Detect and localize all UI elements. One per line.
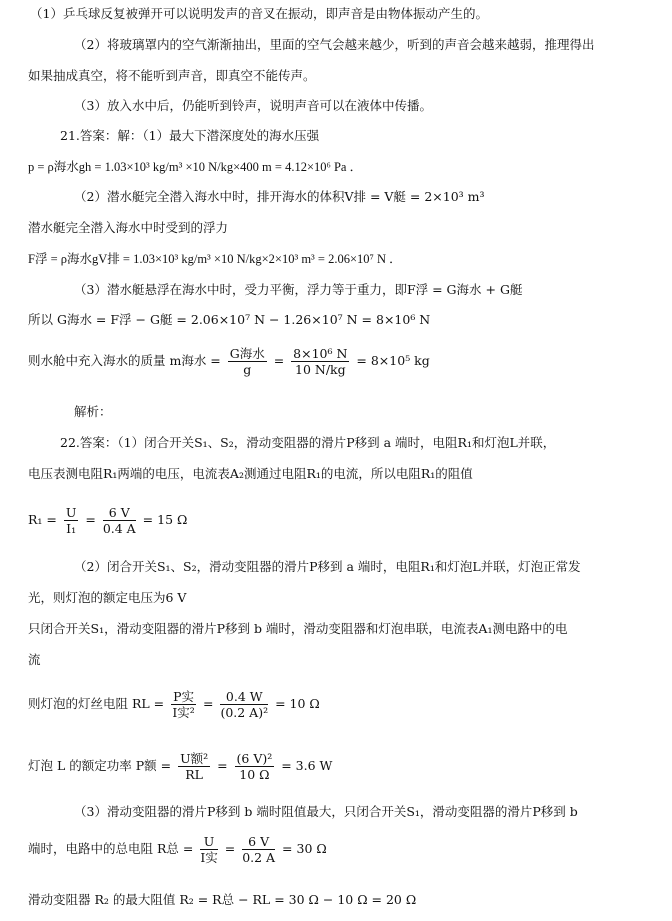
fraction-numerator: (6 V)²	[236, 751, 273, 766]
fraction-numerator: 6 V	[242, 834, 275, 850]
answer-22-part2-series-cont: 流	[28, 652, 41, 667]
fraction-numerator: U	[65, 505, 77, 520]
formula-result: = 10 Ω	[271, 696, 320, 711]
answer-22-part3: （3）滑动变阻器的滑片P移到 b 端时阻值最大，只闭合开关S₁，滑动变阻器的滑片P移到 b	[74, 804, 578, 819]
fraction-total-1	[200, 834, 217, 865]
formula-equals: =	[220, 841, 240, 856]
answer-22-heading: 22.答案：（1）闭合开关S₁、S₂，滑动变阻器的滑片P移到 a 端时，电阻R₁和灯泡L并联，	[60, 435, 556, 450]
fraction-numerator: 8×10⁶ N	[293, 346, 348, 361]
formula-result: = 15 Ω	[138, 512, 188, 527]
fraction-denominator: I₁	[66, 521, 77, 536]
answer-21-part3: （3）潜水艇悬浮在海水中时，受力平衡，浮力等于重力，即F浮 = G海水 + G艇	[74, 282, 523, 297]
formula-max-resistance: 滑动变阻器 R₂ 的最大阻值 R₂ = R总 − RL = 30 Ω − 10 Ω = 20 Ω	[28, 892, 417, 907]
formula-r1	[28, 505, 187, 536]
fraction-denominator: 0.2 A	[242, 850, 276, 865]
fraction-denominator: 10 Ω	[239, 767, 270, 782]
answer-22-part2: （2）闭合开关S₁、S₂，滑动变阻器的滑片P移到 a 端时，电阻R₁和灯泡L并联，灯泡正常发	[74, 559, 581, 574]
formula-equals: =	[269, 353, 289, 368]
formula-rated-power-label: 灯泡 L 的额定功率 P额 =	[28, 758, 176, 773]
formula-r1-label: R₁ =	[28, 512, 61, 527]
formula-total-resistance	[28, 834, 327, 865]
fraction-numerator: U额²	[180, 751, 209, 766]
fraction-total-2	[242, 834, 275, 865]
formula-equals: =	[199, 696, 218, 711]
fraction-power-2	[235, 751, 275, 782]
formula-rl	[28, 689, 320, 720]
formula-mass	[28, 346, 430, 377]
formula-result: = 30 Ω	[278, 841, 327, 856]
answer-21-part2: （2）潜水艇完全潜入海水中时，排开海水的体积V排 = V艇 = 2×10³ m³	[74, 189, 485, 204]
formula-pressure: p = ρ海水gh = 1.03×10³ kg/m³ ×10 N/kg×400 m = 4.12×10⁶ Pa ．	[28, 160, 363, 174]
fraction-rl-1	[171, 689, 196, 720]
fraction-denominator: I实	[200, 850, 218, 865]
answer-22-part1-cont: 电压表测电阻R₁两端的电压，电流表A₂测通过电阻R₁的电流，所以电阻R₁的阻值	[28, 466, 473, 481]
fraction-denominator: I实²	[172, 705, 195, 720]
formula-equals: =	[213, 758, 232, 773]
answer-22-part2-series: 只闭合开关S₁，滑动变阻器的滑片P移到 b 端时，滑动变阻器和灯泡串联，电流表A₁测电路中的电	[28, 621, 568, 636]
fraction-mass-2	[291, 346, 349, 377]
fraction-power-1	[178, 751, 210, 782]
answer-21-buoyancy-text: 潜水艇完全潜入海水中时受到的浮力	[28, 220, 229, 235]
formula-result: = 8×10⁵ kg	[352, 353, 430, 368]
fraction-r1-1	[64, 505, 79, 536]
fraction-numerator: 6 V	[103, 505, 136, 521]
formula-rated-power	[28, 751, 332, 782]
fraction-numerator: P实	[173, 689, 195, 704]
answer-20-part3: （3）放入水中后，仍能听到铃声，说明声音可以在液体中传播。	[74, 98, 432, 113]
fraction-rl-2	[220, 689, 268, 720]
fraction-denominator: (0.2 A)²	[220, 705, 269, 720]
answer-20-part2: （2）将玻璃罩内的空气渐渐抽出，里面的空气会越来越少，听到的声音会越来越弱，推理得出	[74, 37, 595, 52]
answer-20-part2-cont: 如果抽成真空，将不能听到声音，即真空不能传声。	[28, 68, 316, 83]
fraction-numerator: U	[200, 834, 217, 850]
fraction-mass-1	[228, 346, 267, 377]
fraction-denominator: 10 N/kg	[295, 362, 346, 377]
fraction-denominator: 0.4 A	[102, 521, 136, 536]
fraction-r1-2	[103, 505, 136, 536]
analysis-label: 解析：	[74, 404, 112, 419]
fraction-denominator: g	[243, 362, 252, 377]
fraction-numerator: G海水	[229, 346, 265, 361]
answer-21-heading: 21.答案：解：（1）最大下潜深度处的海水压强	[60, 128, 320, 143]
fraction-numerator: 0.4 W	[220, 689, 268, 705]
answer-22-part2-cont: 光，则灯泡的额定电压为6 V	[28, 590, 187, 605]
answer-20-part1: （1）乒乓球反复被弹开可以说明发声的音叉在振动，即声音是由物体振动产生的。	[30, 6, 488, 21]
formula-result: = 3.6 W	[277, 758, 333, 773]
formula-mass-label: 则水舱中充入海水的质量 m海水 =	[28, 353, 225, 368]
formula-rl-label: 则灯泡的灯丝电阻 RL =	[28, 696, 169, 711]
formula-gravity: 所以 G海水 = F浮 − G艇 = 2.06×10⁷ N − 1.26×10⁷ N = 8×10⁶ N	[28, 312, 431, 327]
formula-total-resistance-label: 端时，电路中的总电阻 R总 =	[28, 841, 198, 856]
fraction-denominator: RL	[185, 767, 203, 782]
formula-equals: =	[81, 512, 100, 527]
formula-buoyancy: F浮 = ρ海水gV排 = 1.03×10³ kg/m³ ×10 N/kg×2×10³ m³ = 2.06×10⁷ N ．	[28, 252, 402, 266]
